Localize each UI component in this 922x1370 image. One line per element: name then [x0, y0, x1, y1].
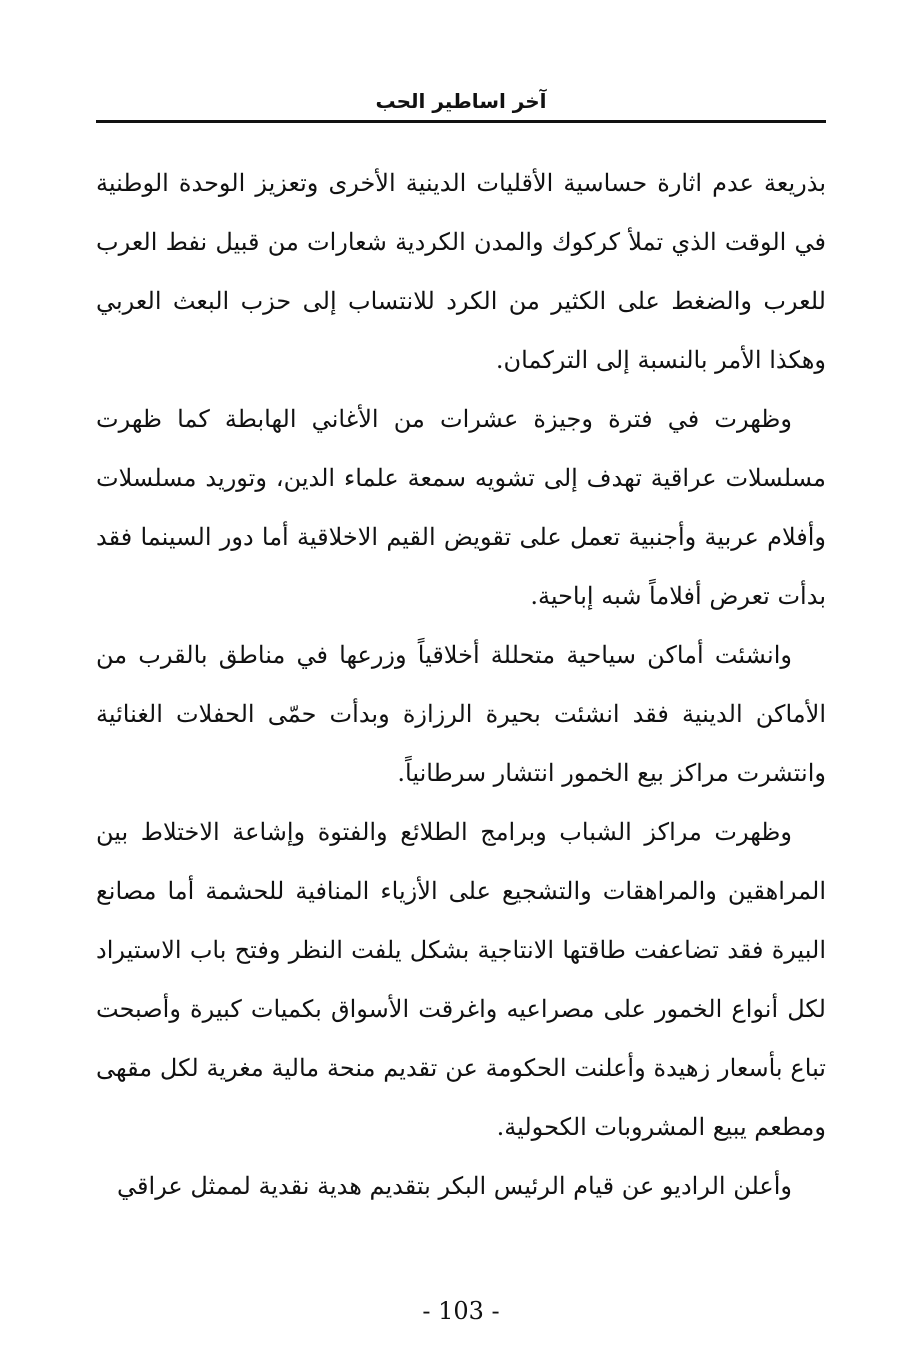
paragraph-2: وظهرت في فترة وجيزة عشرات من الأغاني الهابطة كما ظهرت مسلسلات عراقية تهدف إلى تشويه سمعة علماء الدين، وتوريد مسلسلات وأفلام عربية وأجنبية تعمل على تقويض القيم الاخلاقية أما دور السينما فقد بدأت تعرض أفلاماً شبه إباحية. — [96, 405, 826, 610]
paragraph-4: وظهرت مراكز الشباب وبرامج الطلائع والفتوة وإشاعة الاختلاط بين المراهقين والمراهقات والتشجيع على الأزياء المنافية للحشمة أما مصانع البيرة فقد تضاعفت طاقتها الانتاجية بشكل يلفت النظر وفتح باب الاستيراد لكل أنواع الخمور على مصراعيه واغرقت الأسواق بكميات كبيرة وأصبحت تباع بأسعار زهيدة وأعلنت الحكومة عن تقديم منحة مالية مغرية لكل مقهى ومطعم يبيع المشروبات الكحولية. — [96, 818, 826, 1141]
page-body — [96, 154, 826, 1216]
page-number: - 103 - — [422, 1297, 500, 1325]
header-divider — [96, 120, 826, 123]
running-header — [96, 84, 826, 123]
book-title: آخر اساطير الحب — [375, 89, 547, 113]
paragraph-1: بذريعة عدم اثارة حساسية الأقليات الدينية الأخرى وتعزيز الوحدة الوطنية في الوقت الذي تملأ كركوك والمدن الكردية شعارات من قبيل نفط العرب للعرب والضغط على الكثير من الكرد للانتساب إلى حزب البعث العربي وهكذا الأمر بالنسبة إلى التركمان. — [96, 169, 826, 374]
paragraph-5: وأعلن الراديو عن قيام الرئيس البكر بتقديم هدية نقدية لممثل عراقي — [117, 1172, 792, 1200]
paragraph-3: وانشئت أماكن سياحية متحللة أخلاقياً وزرعها في مناطق بالقرب من الأماكن الدينية فقد انشئت بحيرة الرزازة وبدأت حمّى الحفلات الغنائية وانتشرت مراكز بيع الخمور انتشار سرطانياً. — [96, 641, 826, 787]
